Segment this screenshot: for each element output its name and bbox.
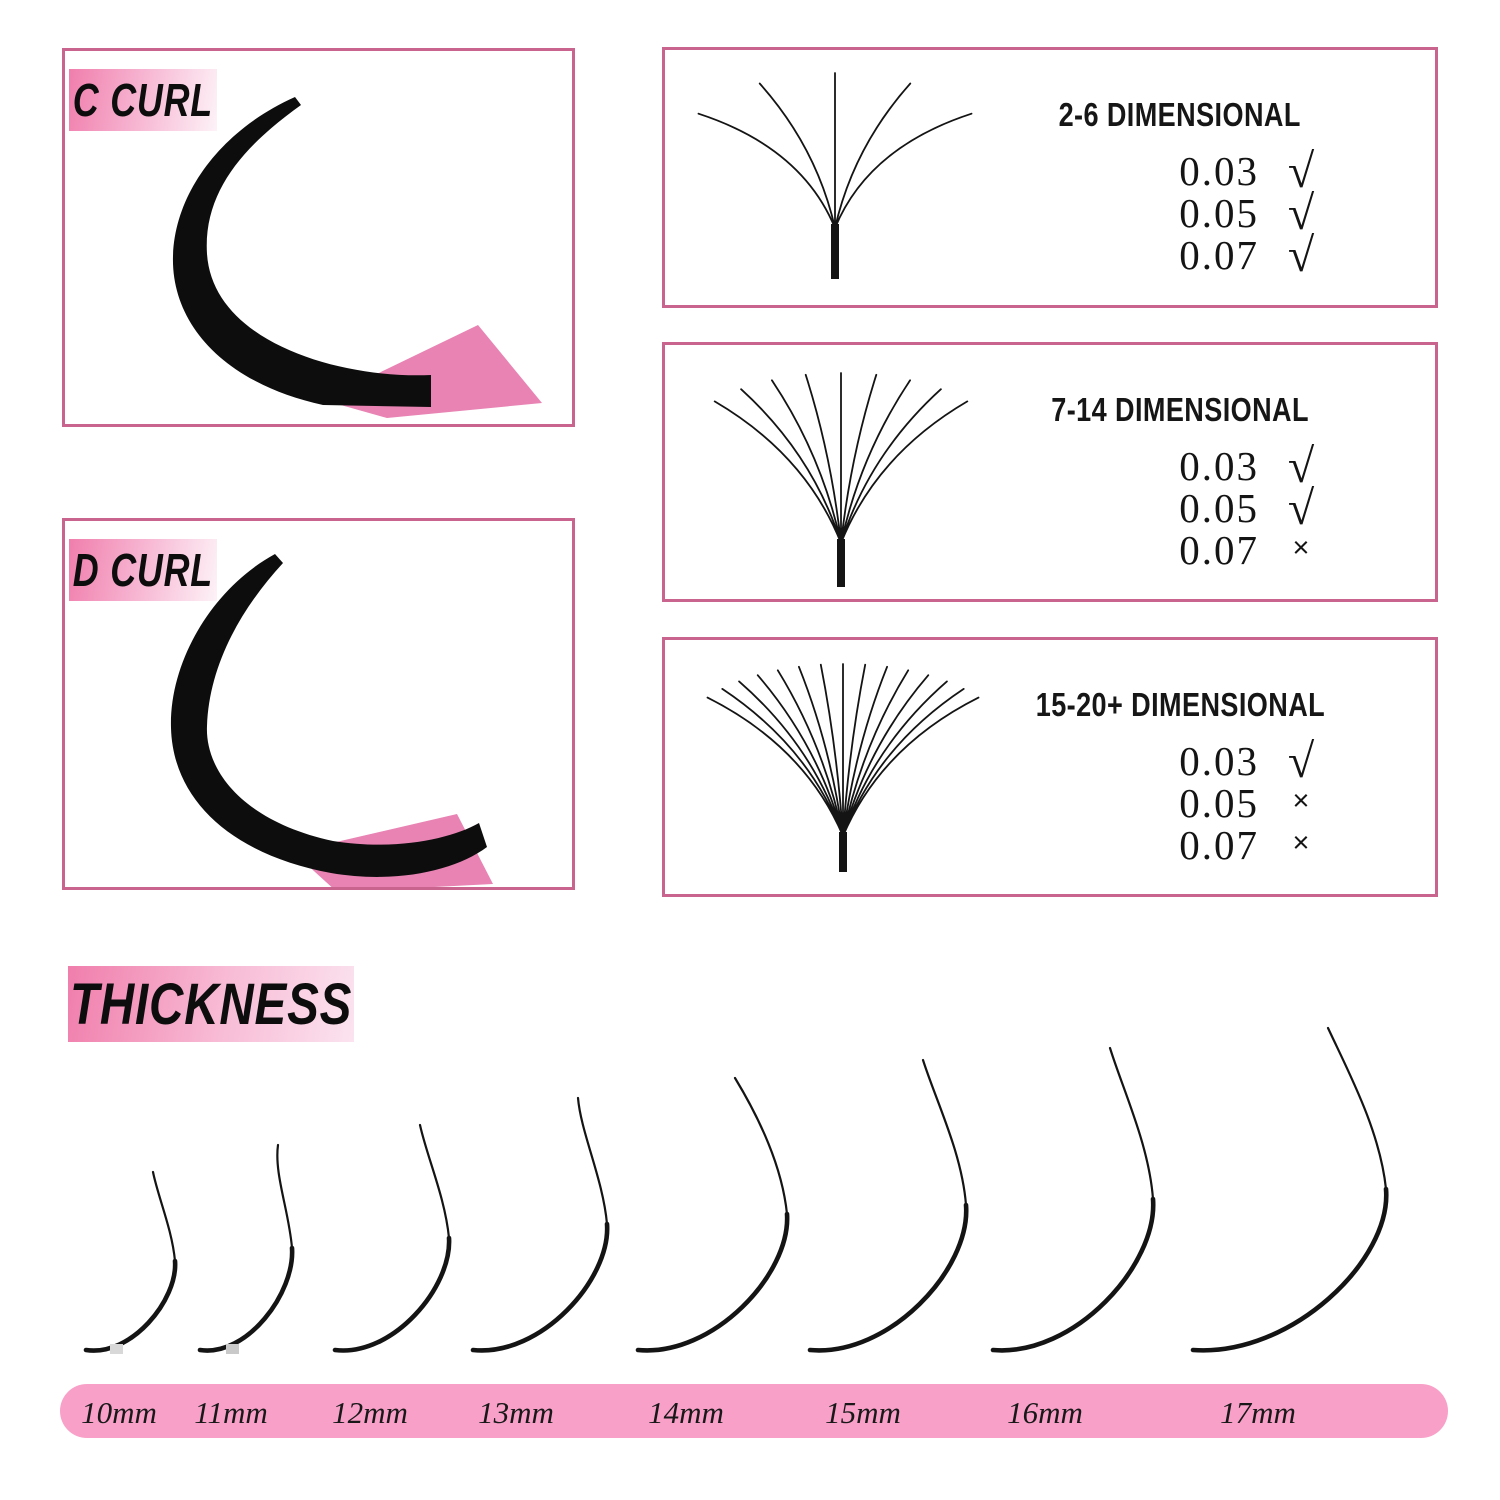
compatibility-row [1053, 734, 1343, 788]
thickness-value: 0.07 [1179, 527, 1259, 573]
size-label: 11mm [194, 1395, 268, 1430]
card-title-text: 7-14 DIMENSIONAL [1051, 391, 1309, 428]
thickness-value: 0.07 [1179, 822, 1259, 868]
check-mark: √ [1287, 734, 1315, 788]
size-label: 16mm [1007, 1395, 1083, 1430]
size-label: 10mm [81, 1395, 157, 1430]
thickness-value: 0.07 [1179, 232, 1259, 278]
cross-mark: × [1292, 784, 1310, 817]
check-mark: √ [1287, 144, 1315, 198]
lash-fan-icon [665, 640, 1065, 894]
compatibility-row [1053, 824, 1343, 866]
thickness-heading-text: THICKNESS [69, 971, 353, 1037]
size-label: 17mm [1220, 1395, 1296, 1430]
compatibility-row [1053, 782, 1343, 824]
d-curl-label-text: D CURL [72, 544, 214, 596]
c-curl-sample-box [62, 48, 575, 427]
thickness-value: 0.05 [1179, 190, 1259, 236]
check-mark: √ [1287, 186, 1315, 240]
d-curl-label [69, 539, 217, 601]
thickness-value: 0.03 [1179, 738, 1259, 784]
check-mark: √ [1287, 228, 1315, 282]
d-curl-sample-box [62, 518, 575, 890]
card-title [945, 686, 1415, 724]
c-curl-lash-shape [173, 97, 431, 407]
size-label: 15mm [825, 1395, 901, 1430]
card-title [945, 391, 1415, 429]
compatibility-row [1053, 228, 1343, 282]
cross-mark: × [1292, 531, 1310, 564]
dimension-card-2-6 [662, 47, 1438, 308]
size-label: 14mm [648, 1395, 724, 1430]
thickness-value: 0.03 [1179, 148, 1259, 194]
lash-fan-icon [665, 50, 1065, 304]
thickness-compatibility-list [1053, 439, 1343, 573]
dimension-card-15-20 [662, 637, 1438, 897]
size-label: 13mm [478, 1395, 554, 1430]
cross-mark: × [1292, 826, 1310, 859]
card-title-text: 2-6 DIMENSIONAL [1058, 96, 1302, 133]
compatibility-row [1053, 481, 1343, 535]
c-curl-label-text: C CURL [72, 74, 214, 126]
card-title-text: 15-20+ DIMENSIONAL [1035, 686, 1325, 723]
thickness-compatibility-list [1053, 144, 1343, 282]
thickness-value: 0.03 [1179, 443, 1259, 489]
check-mark: √ [1287, 439, 1315, 493]
thickness-value: 0.05 [1179, 780, 1259, 826]
dimension-card-7-14 [662, 342, 1438, 602]
thickness-value: 0.05 [1179, 485, 1259, 531]
check-mark: √ [1287, 481, 1315, 535]
thickness-compatibility-list [1053, 734, 1343, 868]
card-title [945, 96, 1415, 134]
lash-fan-icon [665, 345, 1065, 599]
c-curl-label [69, 69, 217, 131]
thickness-lash-curves-icon [0, 1000, 1500, 1400]
compatibility-row [1053, 529, 1343, 571]
size-label: 12mm [332, 1395, 408, 1430]
